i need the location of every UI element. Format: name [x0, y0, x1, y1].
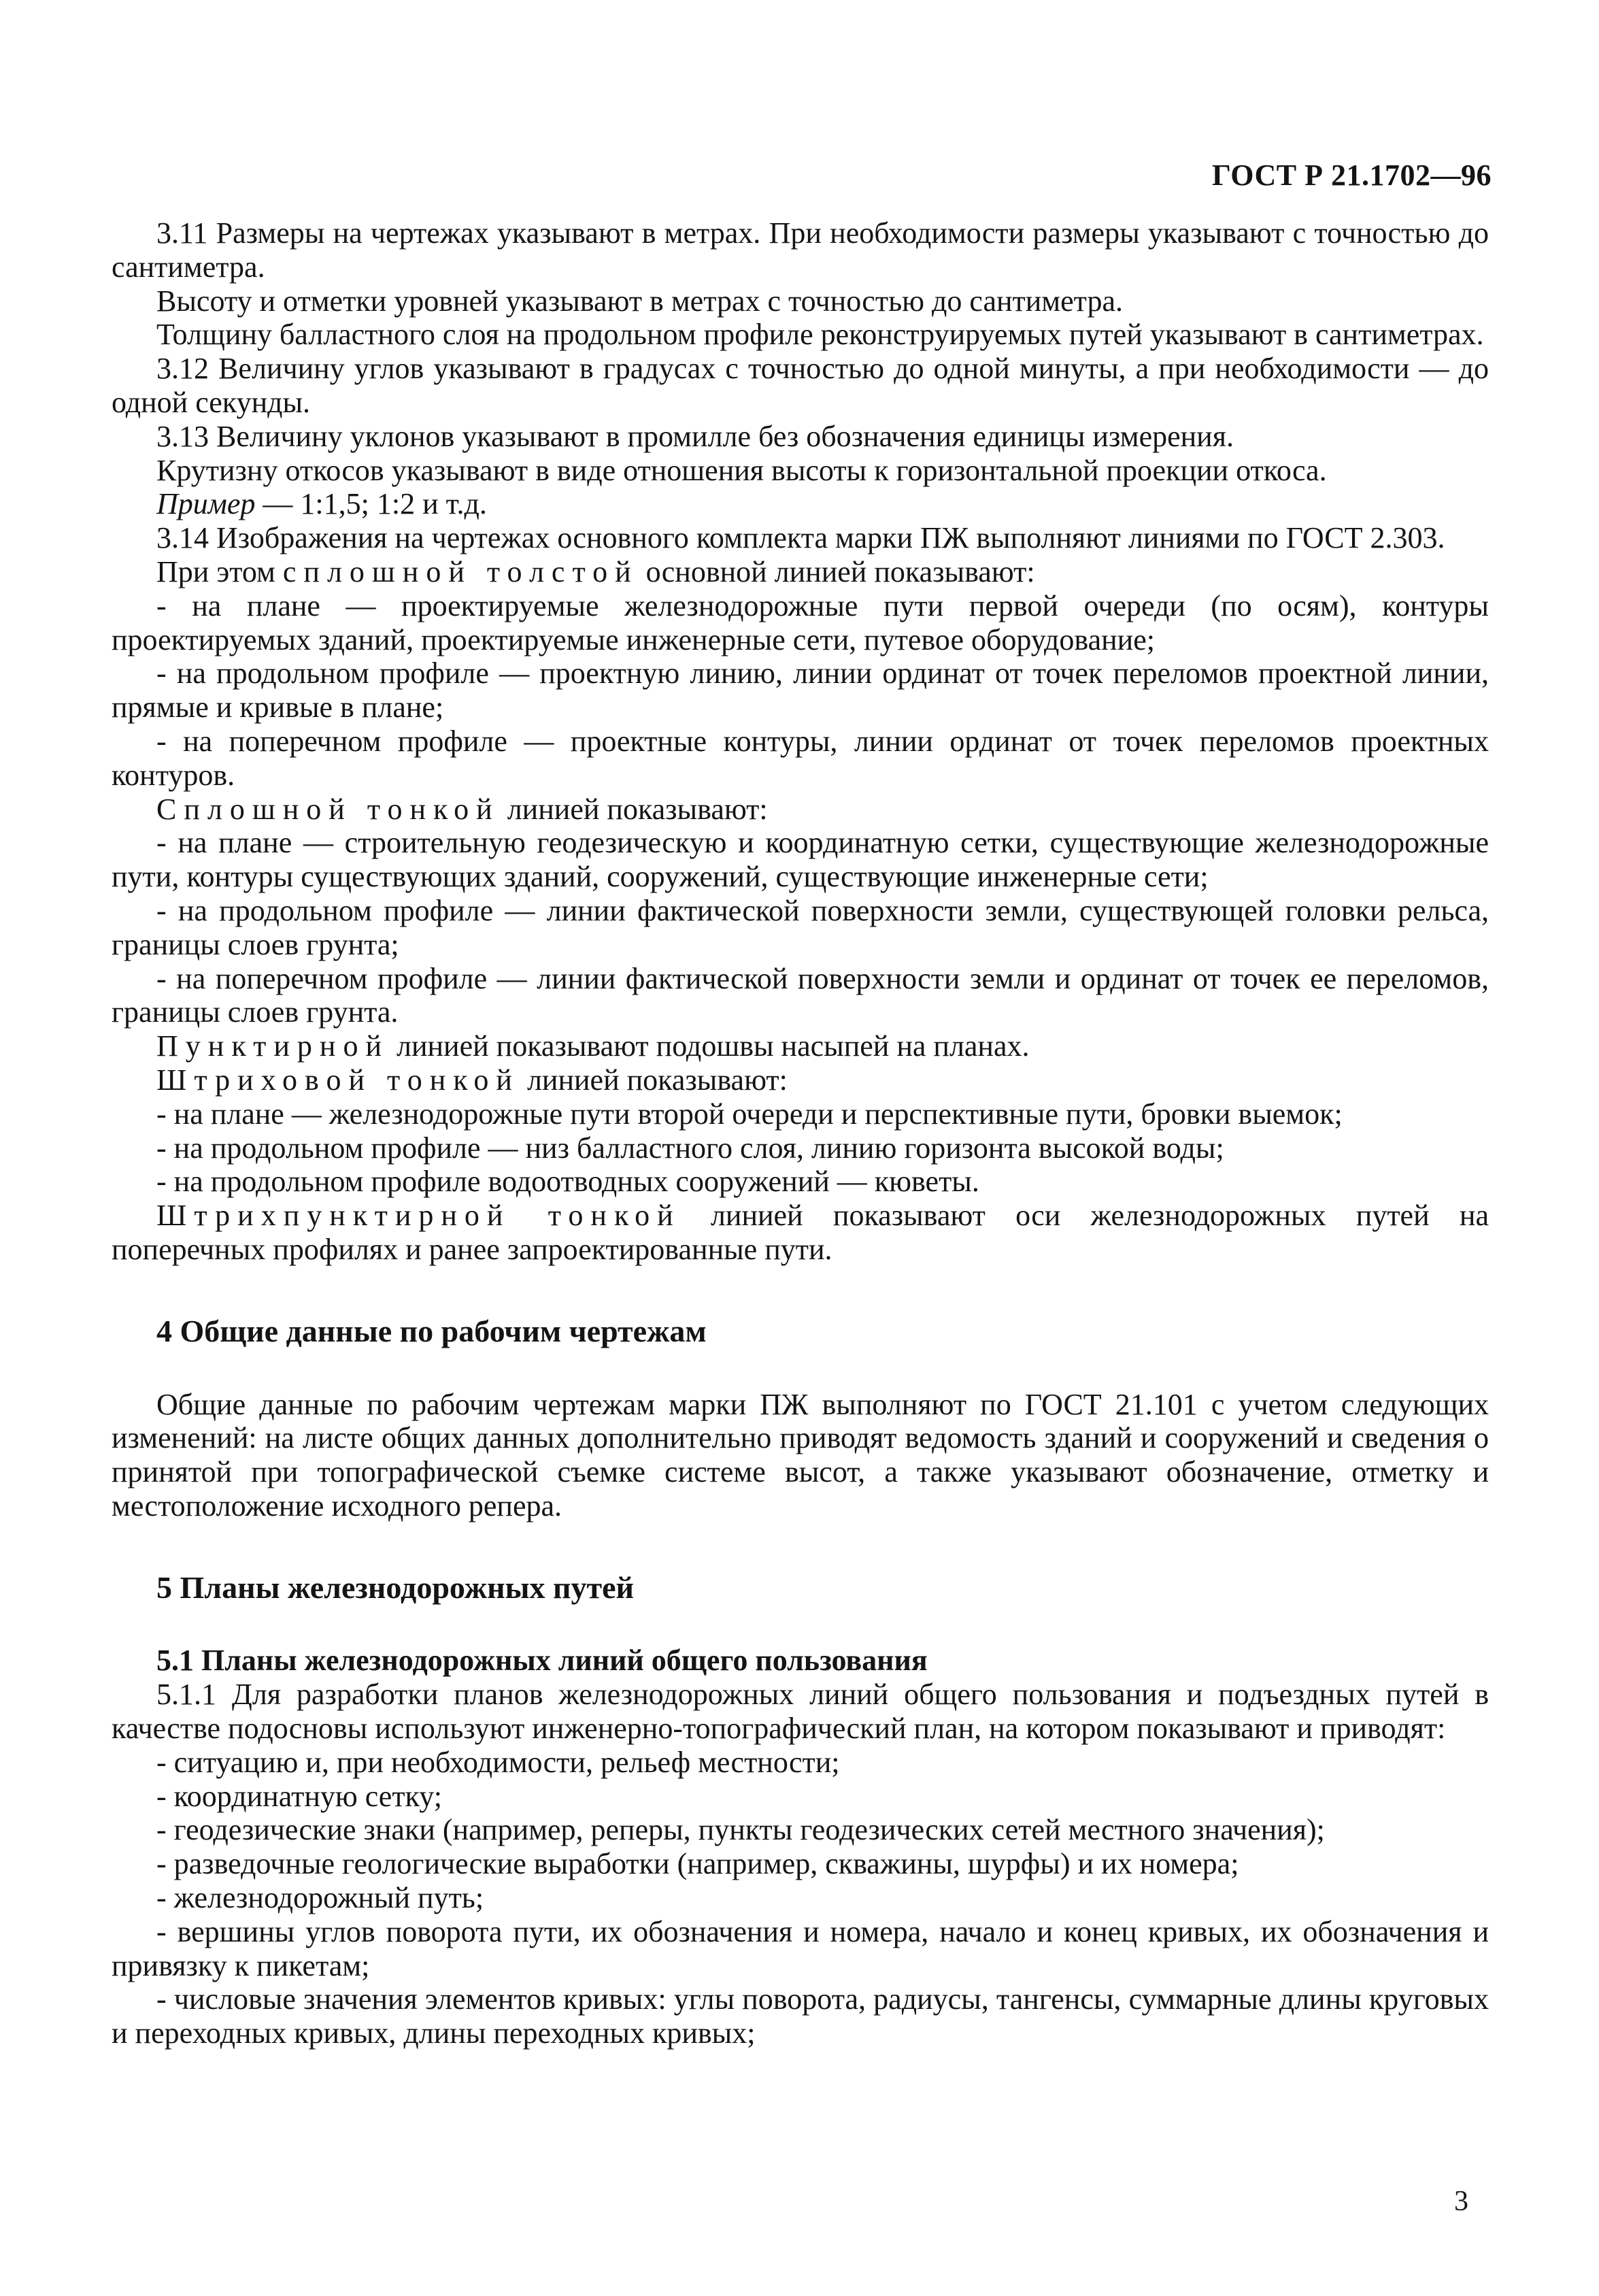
list-item: - на продольном профиле — линии фактической поверхности земли, существующей головки рельса, границы слоев грунта;: [112, 893, 1489, 961]
spaced-term: Пунктирной: [156, 1029, 389, 1063]
list-item: - на продольном профиле водоотводных сооружений — кюветы.: [156, 1165, 979, 1199]
list-item: - геодезические знаки (например, реперы, пункты геодезических сетей местного значения);: [156, 1813, 1325, 1847]
paragraph: [112, 555, 1489, 589]
list-item: - железнодорожный путь;: [156, 1881, 484, 1915]
paragraph: [112, 793, 1489, 827]
text: линией показывают подошвы насыпей на планах.: [389, 1029, 1030, 1063]
subsection-heading-5-1: 5.1 Планы железнодорожных линий общего пользования: [156, 1644, 928, 1678]
list-item: - на плане — проектируемые железнодорожные пути первой очереди (по осям), контуры проектируемых зданий, проектируемые инженерные сети, путевое оборудование;: [112, 588, 1489, 656]
text: При этом: [156, 554, 283, 588]
list-item: - координатную сетку;: [156, 1779, 442, 1813]
list-item: - вершины углов поворота пути, их обозначения и номера, начало и конец кривых, их обозначения и привязку к пикетам;: [112, 1914, 1489, 1982]
paragraph: Общие данные по рабочим чертежам марки ПЖ выполняют по ГОСТ 21.101 с учетом следующих изменений: на листе общих данных дополнительно приводят ведомость зданий и сооружений и сведения о принятой при топографической съемке системе высот, а также указывают обозначение, отметку и местоположение исходного репера.: [112, 1387, 1489, 1523]
list-item: - на продольном профиле — низ балластного слоя, линию горизонта высокой воды;: [156, 1131, 1224, 1165]
example-paragraph: [112, 487, 1489, 521]
paragraph-3-13: 3.13 Величину уклонов указывают в промилле без обозначения единицы измерения.: [156, 419, 1234, 453]
spaced-term: Штриховой тонкой: [156, 1063, 520, 1097]
document-body: [112, 216, 1489, 2050]
section-heading-5: 5 Планы железнодорожных путей: [156, 1569, 635, 1605]
list-item: - на поперечном профиле — проектные контуры, линии ординат от точек переломов проектных контуров.: [112, 724, 1489, 792]
page-number: 3: [1454, 2186, 1468, 2217]
paragraph-3-12: 3.12 Величину углов указывают в градусах с точностью до одной минуты, а при необходимости — до одной секунды.: [112, 352, 1489, 419]
document-header-code: ГОСТ Р 21.1702—96: [1211, 159, 1492, 192]
section-heading-4: 4 Общие данные по рабочим чертежам: [156, 1313, 707, 1348]
example-text: — 1:1,5; 1:2 и т.д.: [255, 487, 487, 521]
list-item: - числовые значения элементов кривых: углы поворота, радиусы, тангенсы, суммарные длины круговых и переходных кривых, длины переходных кривых;: [112, 1982, 1489, 2050]
text: линией показывают оси железнодорожных путей на поперечных профилях и ранее запроектированные пути.: [112, 1199, 1489, 1266]
paragraph: Крутизну откосов указывают в виде отношения высоты к горизонтальной проекции откоса.: [156, 453, 1327, 487]
list-item: - ситуацию и, при необходимости, рельеф местности;: [156, 1745, 840, 1779]
example-label: Пример: [156, 487, 256, 521]
spaced-term: сплошной толстой: [282, 554, 639, 588]
spaced-term: Штрихпунктирной тонкой: [156, 1199, 681, 1233]
list-item: - на поперечном профиле — линии фактической поверхности земли и ординат от точек ее переломов, границы слоев грунта.: [112, 961, 1489, 1029]
list-item: - на продольном профиле — проектную линию, линии ординат от точек переломов проектной линии, прямые и кривые в плане;: [112, 656, 1489, 725]
paragraph-5-1-1: 5.1.1 Для разработки планов железнодорожных линий общего пользования и подъездных путей в качестве подосновы используют инженерно-топографический план, на котором показывают и приводят:: [112, 1678, 1489, 1746]
list-item: - на плане — железнодорожные пути второй очереди и перспективные пути, бровки выемок;: [156, 1097, 1343, 1131]
paragraph-3-14: 3.14 Изображения на чертежах основного комплекта марки ПЖ выполняют линиями по ГОСТ 2.303.: [156, 521, 1445, 555]
paragraph: [112, 1063, 1489, 1097]
text: основной линией показывают:: [638, 554, 1035, 588]
paragraph: [112, 1029, 1489, 1063]
spaced-term: Сплошной тонкой: [156, 792, 500, 826]
paragraph-3-11: 3.11 Размеры на чертежах указывают в метрах. При необходимости размеры указывают с точностью до сантиметра.: [112, 216, 1489, 284]
paragraph: Толщину балластного слоя на продольном профиле реконструируемых путей указывают в сантиметрах.: [156, 318, 1484, 352]
paragraph: Высоту и отметки уровней указывают в метрах с точностью до сантиметра.: [156, 284, 1123, 318]
list-item: - на плане — строительную геодезическую и координатную сетки, существующие железнодорожные пути, контуры существующих зданий, сооружений, существующие инженерные сети;: [112, 826, 1489, 894]
paragraph: [112, 1199, 1489, 1267]
text: линией показывают:: [519, 1063, 788, 1097]
text: линией показывают:: [499, 792, 768, 826]
list-item: - разведочные геологические выработки (например, скважины, шурфы) и их номера;: [156, 1847, 1239, 1881]
